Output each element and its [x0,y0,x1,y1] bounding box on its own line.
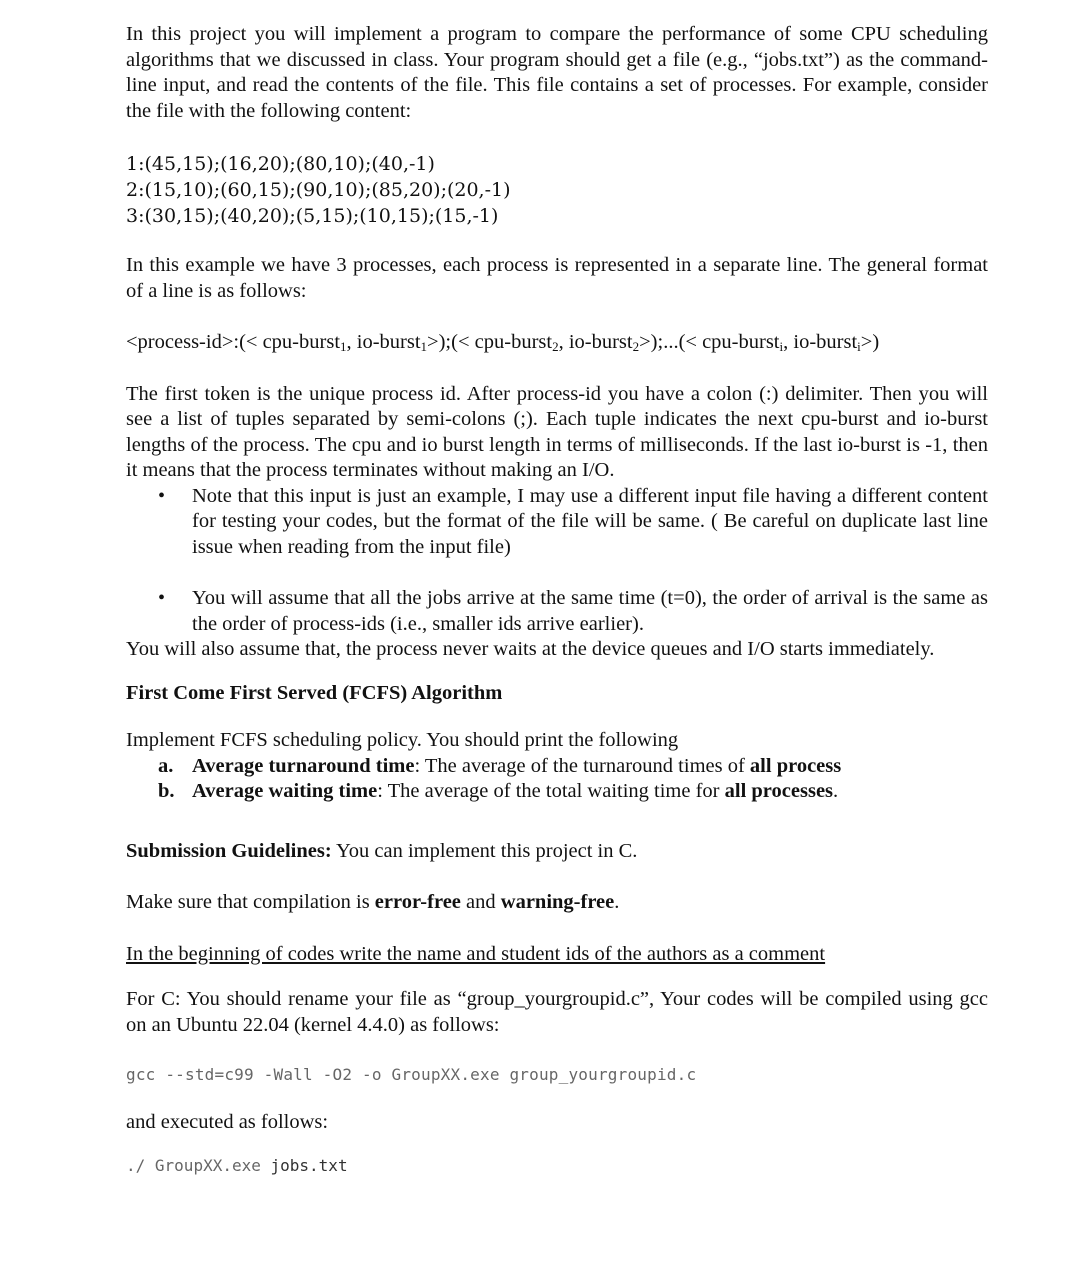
example-file-content [126,151,988,229]
format-subscript: 2 [632,339,640,354]
assume-line: You will also assume that, the process never waits at the device queues and I/O starts immediately. [126,638,935,660]
run-command-exe: GroupXX.exe [154,1156,261,1175]
compile-command: gcc --std=c99 -Wall -O2 -o GroupXX.exe group_yourgroupid.c [126,1065,697,1084]
compile-note-text: . [614,891,620,913]
metric-item [126,779,988,805]
example-line: 2:(15,10);(60,15);(90,10);(85,20);(20,-1) [126,179,511,201]
fcfs-heading: First Come First Served (FCFS) Algorithm [126,681,503,704]
format-seg: >);...(< cpu-burst [639,331,780,353]
metric-term: Average turnaround time [192,754,415,777]
example-line: 1:(45,15);(16,20);(80,10);(40,-1) [126,153,435,175]
format-line [126,330,988,356]
format-subscript: 2 [552,339,559,354]
format-subscript: i [857,339,861,354]
format-seg: , io-burst [346,331,421,353]
format-intro-paragraph: In this example we have 3 processes, each process is represented in a separate line. The general format of a line is as follows: [126,254,988,302]
fcfs-intro: Implement FCFS scheduling policy. You should print the following [126,729,679,751]
metric-label: b. [158,780,175,802]
format-subscript: 1 [420,339,428,354]
format-subscript: 1 [340,339,347,354]
note-item [126,484,988,561]
compile-note-bold: warning-free [500,891,615,913]
note-text: Note that this input is just an example, I may use a different input file having a different content for testing your codes, but the format of the file will be same. ( Be careful on duplicate last line issue when reading from the input file) [192,484,988,558]
metric-item [126,754,988,780]
format-seg: >);(< cpu-burst [427,331,553,353]
bullet-icon: • [158,484,166,507]
document-page [126,22,988,1179]
submission-text: You can implement this project in C. [331,839,638,862]
compile-note [126,890,988,916]
note-item [126,586,988,637]
format-seg: , io-burst [783,331,858,353]
format-seg: , io-burst [558,331,633,353]
format-seg: <process-id>:(< cpu-burst [126,331,341,353]
compile-note-text: Make sure that compilation is [126,891,375,913]
run-command-arg: jobs.txt [260,1156,348,1175]
notes-list [126,484,988,638]
metric-label: a. [158,754,174,777]
run-command [126,1153,988,1179]
metrics-list [126,754,988,805]
metric-bold-tail: all processes [724,780,834,802]
format-seg: >) [860,331,880,353]
token-paragraph: The first token is the unique process id. After process-id you have a colon (:) delimiter. Then you will see a list of tuples separated by semi-colons (;). Each tuple indicates the next cpu-burst and io-burst lengths of the process. The cpu and io burst length in terms of milliseconds. If the last io-burst is -1, then it means that the process terminates without making an I/O. [126,382,988,481]
metric-desc: : The average of the turnaround times of [414,754,750,777]
metric-tail: . [833,780,839,802]
note-text: You will assume that all the jobs arrive at the same time (t=0), the order of arrival is the same as the order of process-ids (i.e., smaller ids arrive earlier). [192,587,988,635]
run-command-prefix: ./ [126,1156,155,1175]
metric-desc: : The average of the total waiting time for [377,780,725,802]
bullet-icon: • [158,587,166,609]
executed-label: and executed as follows: [126,1110,329,1133]
format-subscript: i [779,339,784,354]
comment-note: In the beginning of codes write the name and student ids of the authors as a comment [126,942,826,965]
compile-note-bold: error-free [374,891,461,913]
rename-note: For C: You should rename your file as “group_yourgroupid.c”, Your codes will be compiled using gcc on an Ubuntu 22.04 (kernel 4.4.0) as follows: [126,988,988,1036]
intro-paragraph: In this project you will implement a program to compare the performance of some CPU scheduling algorithms that we discussed in class. Your program should get a file (e.g., “jobs.txt”) as the command-line input, and read the contents of the file. This file contains a set of processes. For example, consider the file with the following content: [126,23,988,122]
metric-term: Average waiting time [192,780,378,802]
submission-label: Submission Guidelines: [126,839,332,862]
submission-line [126,839,988,865]
metric-bold-tail: all process [749,754,842,777]
compile-note-text: and [460,891,501,913]
example-line: 3:(30,15);(40,20);(5,15);(10,15);(15,-1) [126,205,499,227]
